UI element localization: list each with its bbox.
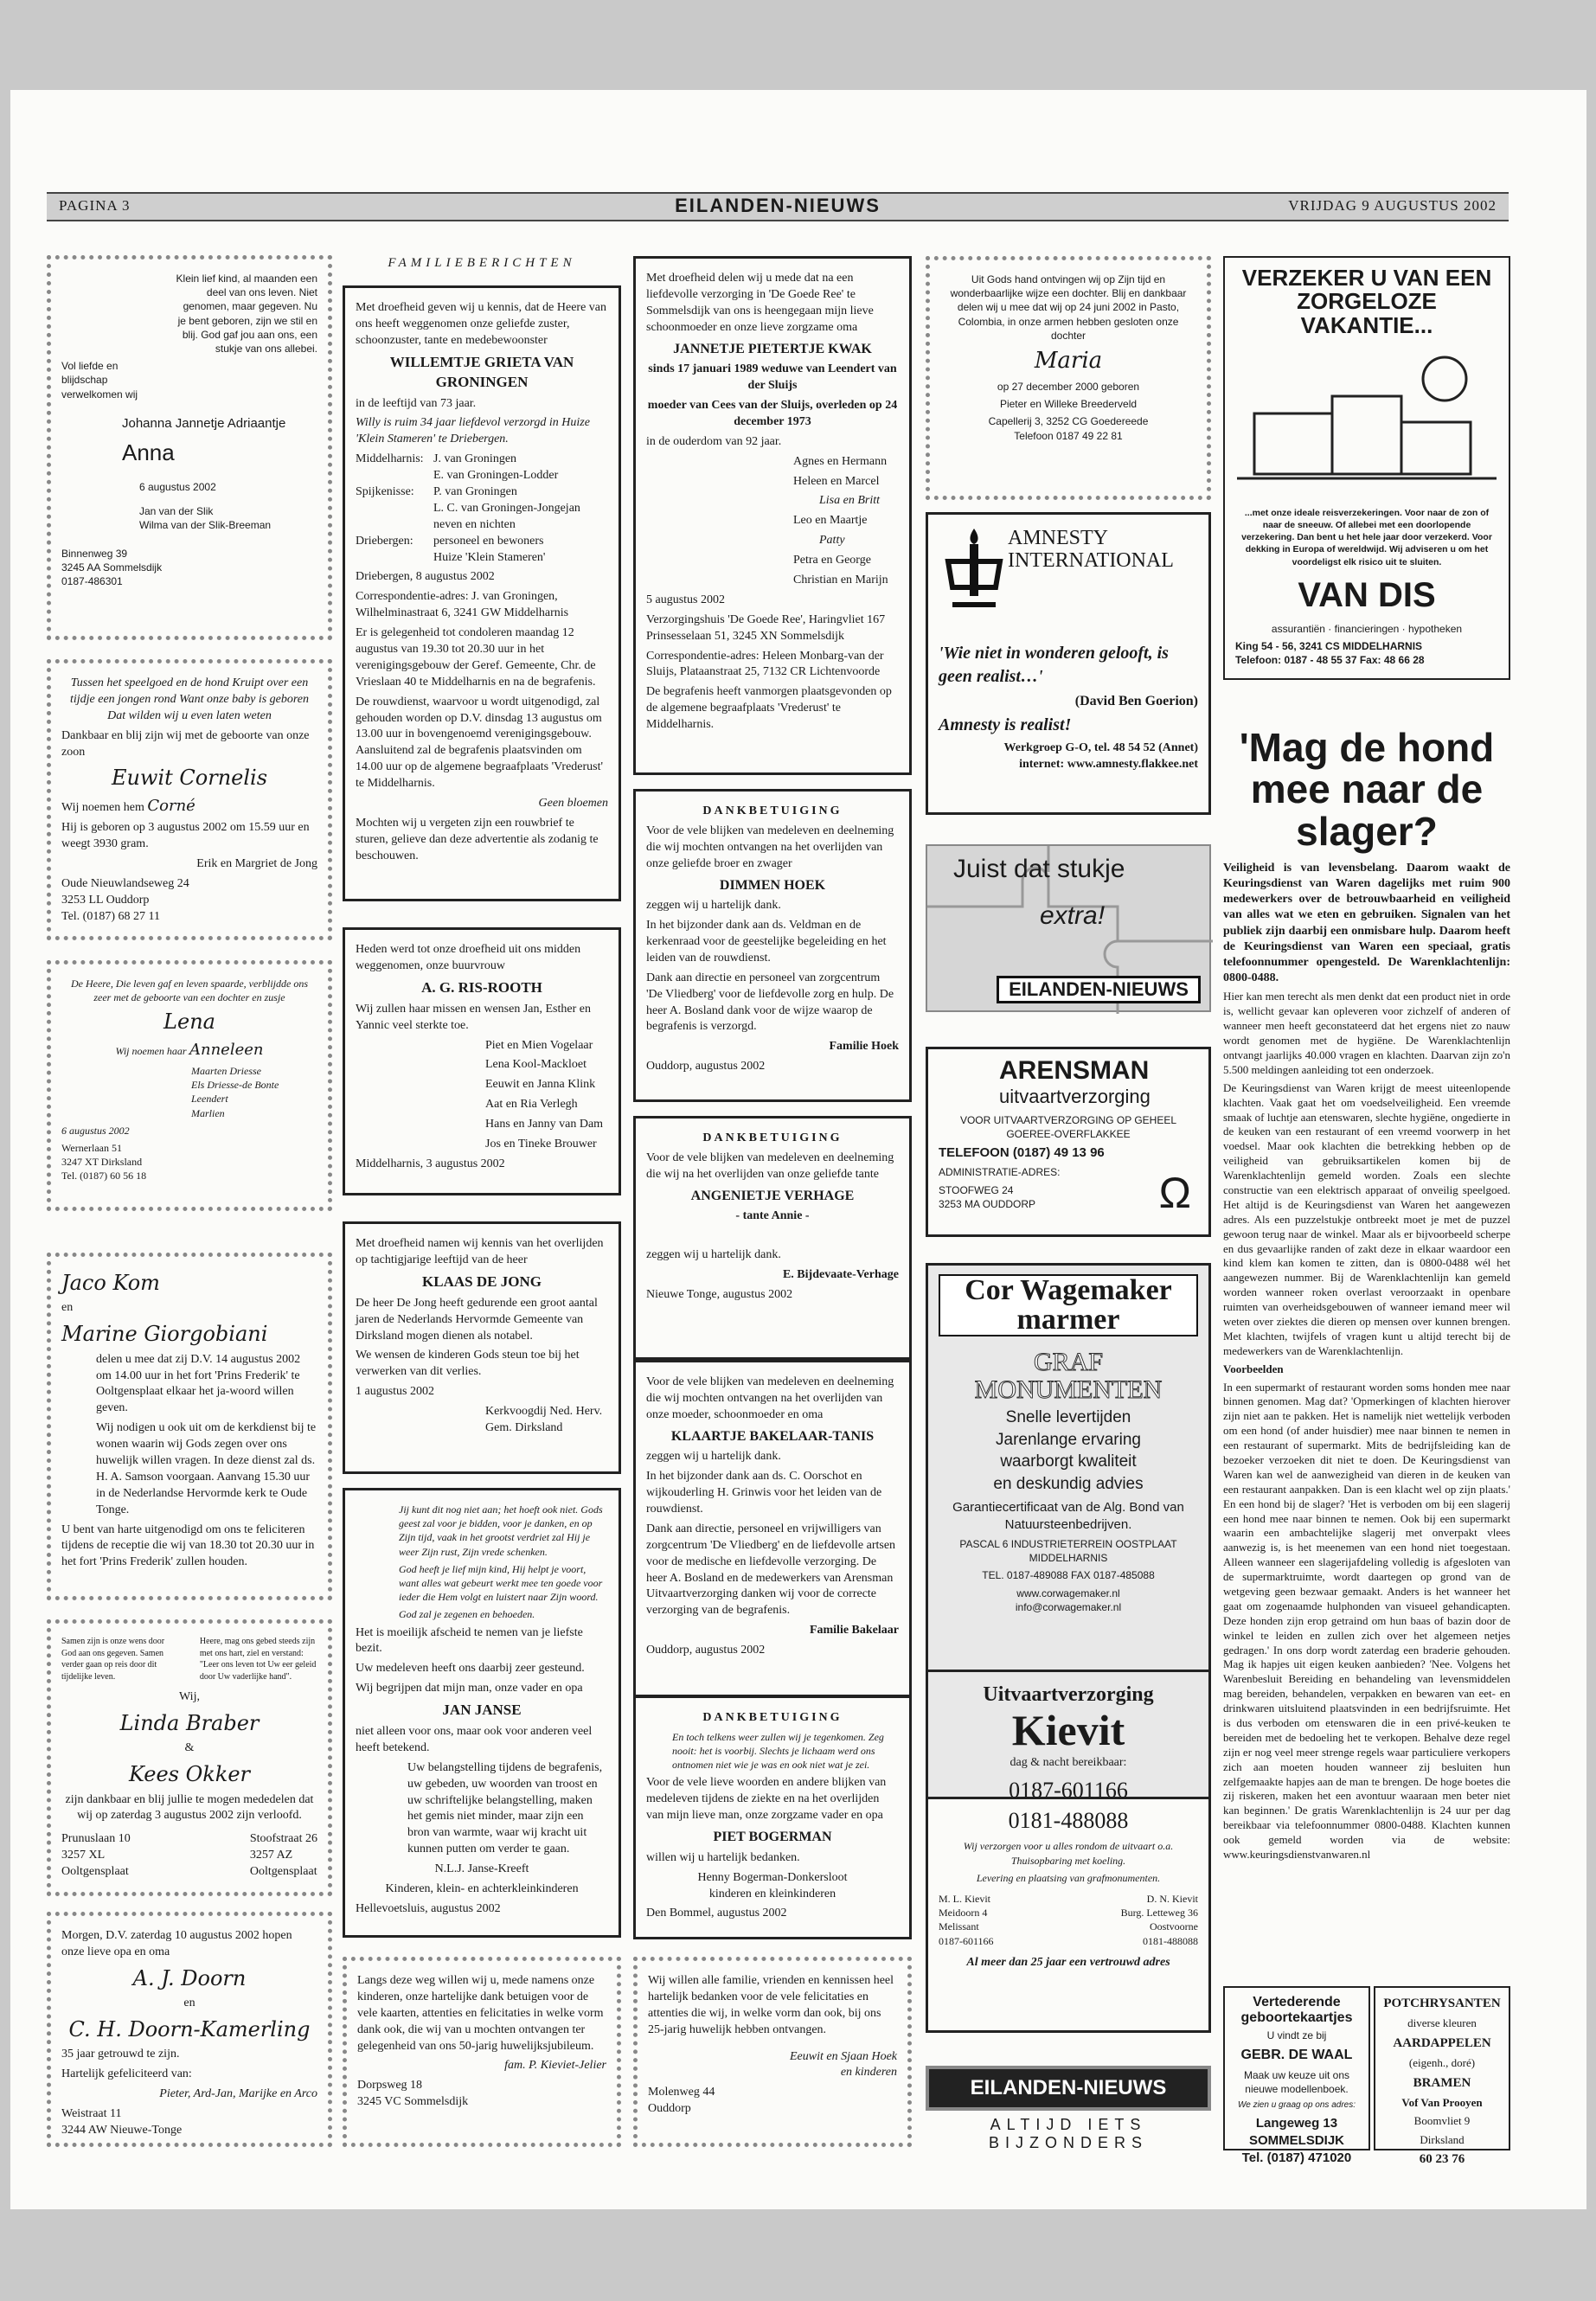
- anniversary-notice-doorn: [47, 1912, 332, 2147]
- kwak-relative: Agnes en Hermann: [793, 454, 888, 468]
- grieta-flowers: Geen bloemen: [538, 797, 608, 811]
- hoek2-text: Wij willen alle familie, vrienden en kennissen heel hartelijk bedanken voor de vele felicitaties en attenties die wij, in welke vorm dan ook, bij ons 25-jarig huwelijk hebben ontvangen.: [648, 1974, 894, 2036]
- candle-icon: [944, 527, 1004, 622]
- arensman-ad: [926, 1047, 1211, 1237]
- engagement-notice-linda: [47, 1619, 332, 1896]
- bogerman-title: DANKBETUIGING: [702, 1711, 843, 1724]
- ris-name: A. G. RIS-ROOTH: [421, 978, 542, 996]
- jaco-name: Jaco Kom: [61, 1271, 160, 1295]
- verhage-title: DANKBETUIGING: [702, 1131, 843, 1144]
- prooyen-t3: AARDAPPELEN: [1393, 2035, 1491, 2050]
- hoek-thanks: zeggen wij u hartelijk dank.: [646, 899, 781, 913]
- grieta-corr: Correspondentie-adres: J. van Groningen, Wilhelminastraat 6, 3241 GW Middelharnis: [356, 590, 569, 620]
- article-lead: Veiligheid is van levensbelang. Daarom waakt de Keuringsdienst van Waren dagelijks met ruim 900 medewerkers over de betrouwbaarheid en veiligheid van alles wat we eten en gebruiken. Signalen van het publiek zijn daarbij een onmisbare hulp. Daarom heeft de Keuringsdienst van Waren een speciaal, gratis telefoonnummer opengesteld. De Warenklachtenlijn: 0800-0488.: [1223, 861, 1510, 985]
- lena-parents: Maarten Driesse Els Driesse-de Bonte Leendert Marlien: [191, 1065, 279, 1119]
- doorn-name1: A. J. Doorn: [132, 1965, 247, 1990]
- maria-text: Uit Gods hand ontvingen wij op Zijn tijd en wonderbaarlijke wijze een dochter. Blij en dankbaar delen wij u mee dat wij op 24 juni 2002 in Pasto, Colombia, in onze armen hebben gesloten onze dochter: [950, 273, 1187, 342]
- janse-text1: Het is moeilijk afscheid te nemen van je liefste bezit.: [356, 1625, 583, 1656]
- grieta-age: in de leeftijd van 73 jaar.: [356, 396, 477, 410]
- family-names: P. van Groningen L. C. van Groningen-Jongejan neven en nichten: [433, 485, 580, 531]
- kwak-corr: Correspondentie-adres: Heleen Monbarg-van der Sluijs, Plataanstraat 25, 7132 CR Lichtenvoorde: [646, 649, 884, 679]
- lena-name: Lena: [163, 1009, 215, 1035]
- doorn-congr: Hartelijk gefeliciteerd van:: [61, 2067, 192, 2081]
- euwit-intro: Dankbaar en blij zijn wij met de geboorte van onze zoon: [61, 728, 310, 759]
- linda-name: Linda Braber: [119, 1710, 260, 1735]
- prooyen-t4: (eigenh., doré): [1408, 2056, 1476, 2070]
- janse-text5: Uw belangstelling tijdens de begrafenis, uw gebeden, uw woorden van troost en uw schriftelijke belangstelling, maken het gemis niet minder, maar zijn een bron van warmte, waar wij kracht uit kunnen putten om verder te gaan.: [407, 1760, 603, 1856]
- vandis-text: ...met onze ideale reisverzekeringen. Voor naar de zon of naar de sneeuw. Of allebei met een doorlopende verzekering. Dan bent u het hele jaar door verzekerd. Voor dekking in Europa of wereldwijd. Wij adviseren u om het voordeligst elk risico uit te sluiten.: [1241, 507, 1492, 567]
- wedding-notice-jaco: [47, 1253, 332, 1600]
- klaas-text2: We wensen de kinderen Gods steun toe bij het verwerken van dit verlies.: [356, 1349, 580, 1379]
- thanks-kievit: [343, 1957, 621, 2147]
- hoek-name: DIMMEN HOEK: [719, 877, 826, 893]
- maria-parents: Pieter en Willeke Breederveld: [999, 398, 1138, 411]
- ris-neighbour: Hans en Janny van Dam: [485, 1118, 604, 1131]
- ris-neighbour: Piet en Mien Vogelaar: [485, 1038, 593, 1052]
- kievit-ad: [926, 1670, 1211, 2033]
- graf-guarantee: Garantiecertificaat van de Alg. Bond van Natuursteenbedrijven.: [952, 1499, 1184, 1532]
- grieta-name: WILLEMTJE GRIETA VAN GRONINGEN: [389, 353, 574, 390]
- euwit-parents: Erik en Margriet de Jong: [196, 856, 317, 870]
- lena-called: Wij noemen haar: [115, 1044, 187, 1057]
- verhage-sign: E. Bijdevaate-Verhage: [782, 1268, 899, 1282]
- tanis-name: KLAARTJE BAKELAAR-TANIS: [670, 1428, 875, 1444]
- klaas-intro: Met droefheid namen wij kennis van het overlijden op tachtigjarige leeftijd van de heer: [356, 1237, 604, 1266]
- vandis-name: VAN DIS: [1298, 575, 1436, 614]
- kwak-relative: Leo en Maartje: [793, 514, 868, 528]
- graf-text: Snelle levertijden Jarenlange ervaring waarborgt kwaliteit en deskundig advies: [993, 1408, 1144, 1493]
- bogerman-sign: Henny Bogerman-Donkersloot kinderen en kleinkinderen: [697, 1870, 848, 1900]
- hoek-text1: In het bijzonder dank aan ds. Veldman en de kerkenraad voor de geestelijke begeleiding en het leiden van de rouwdienst.: [646, 919, 887, 965]
- eilanden-nieuws-ad: [926, 2066, 1211, 2151]
- dewaal-title: Vertederende geboortekaartjes: [1240, 1995, 1353, 2025]
- arensman-addr-label: ADMINISTRATIE-ADRES:: [939, 1166, 1061, 1179]
- article-p2: De Keuringsdienst van Waren krijgt de meest uiteenlopende klachten. Vaak gaat het om voedselveiligheid. Een vreemde smaak of luchtje aan etenswaren, slechte hygiëne, ongedierte in de keuken van een restaurant of een vreemd voorwerp in het voedsel. Maar ook klachten die betrekking hebben op de veiligheid van gebruiksartikelen komen bij de Warenklachtenlijn gemeld worden. Zoals een slechte constructie van een elektrisch apparaat of onveilig speelgoed. Het altijd is de Keuringsdienst van Waren het aangewezen adres. Als een puzzelstukje ontbreekt moet je met de puzzel gewoon terug naar de winkel. Maar als er bijvoorbeeld scherpe en dus gevaarlijke randen of zakt deze in elkaar waardoor een kind klem kan komen te zitten, dan is 0800-0488 wél het aangewezen nummer. Bij de Warenklachtenlijn kan gemeld worden wanneer roken overlast veroorzaakt in openbare ruimten van overheidsgebouwen of wanneer iemand meer wil weten over ziektes die dieren op mensen over kunnen brengen. Met klachten, twijfels of vragen kunt u altijd terecht bij de medewerkers van de Warenklachtenlijn.: [1223, 1080, 1510, 1357]
- hoek-sign: Familie Hoek: [829, 1040, 899, 1054]
- omega-icon: Ω: [1158, 1168, 1191, 1217]
- anna-born: 6 augustus 2002: [139, 481, 216, 494]
- page-number: PAGINA 3: [59, 197, 131, 214]
- linda-verse-left: Samen zijn is onze wens door God aan ons gegeven. Samen verder gaan op reis door dit tijdelijke leven.: [61, 1637, 165, 1682]
- kwak-sub2: moeder van Cees van der Sluijs, overleden op 24 december 1973: [647, 398, 898, 428]
- kwak-sub1: sinds 17 januari 1989 weduwe van Leendert van der Sluijs: [648, 362, 897, 393]
- ris-neighbour: Lena Kool-Mackloet: [485, 1058, 587, 1072]
- amnesty-brand: AMNESTY INTERNATIONAL: [1008, 527, 1174, 573]
- kwak-relative: Lisa en Britt: [819, 494, 881, 508]
- grieta-text1: Er is gelegenheid tot condoleren maandag 12 augustus van 19.30 tot 20.30 uur in het verenigingsgebouw der Geref. Gemeente, Chr. de Vrieslaan 40 te Middelharnis en na de begrafenis.: [356, 626, 596, 689]
- anna-parents: Jan van der Slik Wilma van der Slik-Breeman: [139, 505, 272, 532]
- kees-name: Kees Okker: [128, 1762, 251, 1787]
- bogerman-name: PIET BOGERMAN: [713, 1830, 832, 1845]
- vandis-sub: assurantiën · financieringen · hypotheken: [1271, 622, 1463, 635]
- article-keuringsdienst: [1223, 727, 1510, 1960]
- kwak-place: Verzorgingshuis 'De Goede Ree', Haringvliet 167 Prinsesselaan 51, 3245 XN Sommelsdijk: [646, 612, 886, 643]
- kievit-address-right: D. N. Kievit Burg. Letteweg 36 Oostvoorne 0181-488088: [1120, 1893, 1198, 1947]
- eilanden-nieuws-puzzle-ad: [926, 844, 1211, 1012]
- janse-sign: N.L.J. Janse-Kreeft: [434, 1862, 529, 1876]
- de-waal-ad: [1223, 1986, 1370, 2166]
- family-place: Spijkenisse:: [356, 485, 414, 498]
- kwak-relative: Patty: [819, 534, 845, 548]
- janse-name: JAN JANSE: [442, 1702, 522, 1719]
- puzzle-brand: EILANDEN-NIEUWS: [997, 976, 1201, 1003]
- prooyen-street: Boomvliet 9: [1413, 2114, 1471, 2128]
- tanis-sign: Familie Bakelaar: [809, 1624, 899, 1638]
- wagemaker-name: [939, 1274, 1198, 1336]
- ris-date: Middelharnis, 3 augustus 2002: [356, 1157, 505, 1170]
- tanis-intro: Voor de vele blijken van medeleven en deelneming die wij mochten ontvangen na het overlijden van onze moeder, schoonmoeder en oma: [646, 1375, 894, 1421]
- tanis-thanks: zeggen wij u hartelijk dank.: [646, 1450, 781, 1464]
- graf-address: PASCAL 6 INDUSTRIETERREIN OOSTPLAAT MIDDELHARNIS: [959, 1538, 1177, 1565]
- luggage-illustration-icon: [1237, 344, 1497, 500]
- klaas-date: 1 augustus 2002: [356, 1385, 434, 1399]
- doorn-from: Pieter, Ard-Jan, Marijke en Arco: [159, 2087, 317, 2101]
- family-names: J. van Groningen E. van Groningen-Lodder: [433, 452, 559, 483]
- grieta-text2: De rouwdienst, waarvoor u wordt uitgenodigd, zal gehouden worden op D.V. dinsdag 13 augustus om 13.00 uur in bovengenoemd verenigingsgebouw. Aansluitend zal de begrafenis plaatsvinden om 14.00 uur op de algemene begraafplaats 'Vrederust' te Middelharnis.: [356, 695, 604, 791]
- wagemaker-name-text: Cor Wagemaker: [965, 1274, 1172, 1306]
- linda-address: Prunuslaan 10 3257 XL Ooltgensplaat: [61, 1832, 131, 1879]
- kievit-text2: Levering en plaatsing van grafmonumenten.: [976, 1871, 1161, 1884]
- thanks-verhage: [633, 1116, 912, 1360]
- doorn-years: 35 jaar getrouwd te zijn.: [61, 2048, 180, 2061]
- euwit-born: Hij is geboren op 3 augustus 2002 om 15.59 uur en weegt 3930 gram.: [61, 821, 310, 851]
- prooyen-t5: BRAMEN: [1413, 2075, 1471, 2090]
- ris-neighbour: Eeuwit en Janna Klink: [485, 1078, 596, 1092]
- dewaal-street: Langeweg 13: [1255, 2115, 1338, 2131]
- puzzle-line2: extra!: [1040, 901, 1106, 930]
- ris-neighbour: Aat en Ria Verlegh: [485, 1098, 578, 1112]
- puzzle-line1: Juist dat stukje: [953, 855, 1125, 883]
- lena-intro: De Heere, Die leven gaf en leven spaarde, verblijdde ons zeer met de geboorte van een dochter en zusje: [70, 977, 308, 1004]
- kieviet-text: Langs deze weg willen wij u, mede namens onze kinderen, onze hartelijke dank betuigen voor de vele kaarten, attenties en felicitaties in welke vorm dank ook, die wij van u mochten ontvangen ter gelegenheid van ons 50-jarig huwelijksjubileum.: [357, 1974, 604, 2053]
- obituary-ris: [343, 927, 621, 1195]
- kievit-text1: Wij verzorgen voor u alles rondom de uitvaart o.a. Thuisopbaring met koeling.: [963, 1840, 1174, 1867]
- kievit-phone1: 0187-601166: [1009, 1778, 1128, 1804]
- amnesty-author: (David Ben Goerion): [1074, 693, 1198, 708]
- doorn-en: en: [183, 1997, 195, 2010]
- kwak-text: De begrafenis heeft vanmorgen plaatsgevonden op de algemene begraafplaats 'Vrederust' te Middelharnis.: [646, 685, 892, 732]
- euwit-called: Wij noemen hem: [61, 800, 144, 814]
- article-p3: In een supermarkt of restaurant worden soms honden mee naar binnen genomen. Mag dat? 'Opmerkingen of klachten hierover zijn niet aan te pakken. Het is namelijk niet wettelijk verboden om een hond (of ander huisdier) mee naar binnen te nemen in een restaurant of supermarkt. Mits de bedrijfsleiding kan de bezoeker verzoeken dit niet te doen. De Keuringsdienst van Waren kan wel de aanwezigheid van dieren in de keuken van een restaurant aanpakken. Dan is een klacht wel op zijn plaats.' En een hond bij de slager? 'Het is verboden om bij een slagerij een hond mee naar binnen te nemen. Ook bij een supermarkt waarin een ambachtelijke slagerij met onverpakt vlees aanwezig is, is het meenemen van een hond niet toegestaan. Alleen wanneer een slagerijafdeling volledig is afgesloten van de supermarktruimte, wordt daartegen op grond van de wetgeving geen bezwaar gemaakt. Anders is het wanneer het gaat om zogenaamde hulphonden van visueel gehandicapten. Deze honden zijn erop getraind om hun baas of bazin door de winkel te leiden en zullen zich over het algemeen netjes gedragen.' In ons dorp wordt zaterdag een braderie gehouden. Mag ik hapjes uit eigen keuken aanbieden? 'Nee. Volgens het Warenbesluit Bereiding en behandeling van levensmiddelen mag bereiden, behandelen, verpakken en bewaren van eet- en drinkwaren uitsluitend plaatsvinden in een bedrijfsruimte. Het is dus verboden om etenswaren die in een privé-keuken te bereiden met de bedoeling het te verkopen. Behalve deze regel zijn er nog veel meer strenge regels waar particuliere verkopers zich aan moeten houden wanneer zij besluiten hun zelfgemaakte hapjes aan de man te brengen. De hoge boetes die zij riskeren, maken het een avontuur waaraan men beter niet kan beginnen.' De gratis Warenklachtenlijn is 24 uur per dag bereikbaar via telefoonnummer 0800-0488. Klachten kunnen ook gemeld worden via de website: www.keuringsdienstvanwaren.nl: [1223, 1380, 1510, 1862]
- en-slogan: ALTIJD IETS BIJZONDERS: [988, 2116, 1148, 2151]
- lena-nick: Anneleen: [189, 1040, 264, 1059]
- hoek-title: DANKBETUIGING: [702, 804, 843, 817]
- jaco-text2: Wij nodigen u ook uit om de kerkdienst bij te wonen waarin wij Gods zegen over ons huwelijk willen vragen. In deze dienst zal ds. H. A. Samson voorgaan. Aanvang 15.30 uur in de Nederlandse Hervormde kerk te Oude Tonge.: [96, 1421, 317, 1516]
- amnesty-slogan: Amnesty is realist!: [939, 715, 1072, 735]
- klaas-sign: Kerkvoogdij Ned. Herv. Gem. Dirksland: [485, 1405, 603, 1434]
- kwak-relative: Heleen en Marcel: [793, 474, 880, 488]
- janse-poem1: Jij kunt dit nog niet aan; het hoeft ook niet. Gods geest zal voor je bidden, voor je danken, en op Zijn tijd, vaak in het grootst verdriet zal Hij je weer Zijn rust, Zijn vrede schenken.: [399, 1503, 603, 1558]
- amnesty-ad: [926, 512, 1211, 815]
- prooyen-t2: diverse kleuren: [1407, 2016, 1477, 2030]
- arensman-name: ARENSMAN: [999, 1056, 1150, 1085]
- linda-verse-right: Heere, mag ons gebed steeds zijn met ons hart, ziel en verstand: "Leer ons leven tot Uw eer geleid door Uw vaderlijke hand".: [199, 1637, 317, 1682]
- kwak-intro: Met droefheid delen wij u mede dat na een liefdevolle verzorging in 'De Goede Ree' te Sommelsdijk van ons is heengegaan mijn lieve schoonmoeder en onze lieve zorgzame oma: [646, 272, 874, 334]
- janse-kids: Kinderen, klein- en achterkleinkinderen: [385, 1882, 579, 1896]
- thanks-hoek: [633, 789, 912, 1102]
- dewaal-invite: We zien u graag op ons adres:: [1237, 2100, 1356, 2111]
- kievit-address-left: M. L. Kievit Meidoorn 4 Melissant 0187-601166: [939, 1893, 994, 1947]
- vandis-headline: VERZEKER U VAN EEN ZORGELOZE VAKANTIE...: [1241, 265, 1492, 338]
- prooyen-t1: POTCHRYSANTEN: [1383, 1997, 1501, 2010]
- kwak-name: JANNETJE PIETERTJE KWAK: [673, 341, 872, 356]
- doorn-name2: C. H. Doorn-Kamerling: [68, 2017, 311, 2042]
- article-headline: 'Mag de hond mee naar de slager?: [1239, 725, 1495, 854]
- euwit-name: Euwit Cornelis: [111, 766, 268, 791]
- hoek2-sign: Eeuwit en Sjaan Hoek en kinderen: [789, 2049, 897, 2080]
- linda-we: Wij,: [179, 1690, 200, 1703]
- anna-name: Anna: [122, 439, 175, 465]
- bogerman-date: Den Bommel, augustus 2002: [646, 1907, 787, 1920]
- bogerman-intro: Voor de vele lieve woorden en andere blijken van medeleven tijdens de ziekte en na het overlijden van mijn lieve man, onze zorgzame vader en opa: [646, 1776, 887, 1823]
- lena-address: Wernerlaan 51 3247 XT Dirksland Tel. (0187) 60 56 18: [61, 1142, 147, 1183]
- janse-text2: Uw medeleven heeft ons daarbij zeer gesteund.: [356, 1662, 585, 1676]
- article-subheading: Voorbeelden: [1223, 1362, 1284, 1375]
- klaas-name: KLAAS DE JONG: [422, 1272, 542, 1290]
- thanks-bogerman: [633, 1695, 912, 1939]
- family-place: Driebergen:: [356, 534, 413, 548]
- birth-notice-euwit: [47, 659, 332, 940]
- linda-amp: &: [184, 1741, 195, 1755]
- section-title: FAMILIEBERICHTEN: [388, 256, 576, 270]
- janse-poem3: God zal je zegenen en behoeden.: [399, 1608, 535, 1621]
- hoek2-address: Molenweg 44 Ouddorp: [648, 2086, 715, 2116]
- arensman-sub: uitvaartverzorging: [999, 1086, 1151, 1107]
- vandis-address: King 54 - 56, 3241 CS MIDDELHARNIS Telefoon: 0187 - 48 55 37 Fax: 48 66 28: [1235, 639, 1425, 667]
- verhage-intro: Voor de vele blijken van medeleven en deelneming die wij na het overlijden van onze geliefde tante: [646, 1150, 894, 1181]
- doorn-address: Weistraat 11 3244 AW Nieuwe-Tonge: [61, 2107, 183, 2138]
- prooyen-phone: 60 23 76: [1419, 2152, 1465, 2167]
- kievit-reach: dag & nacht bereikbaar:: [1010, 1756, 1127, 1770]
- anna-address: Binnenweg 39 3245 AA Sommelsdijk 0187-486301: [61, 547, 163, 587]
- lena-date: 6 augustus 2002: [61, 1124, 130, 1137]
- bogerman-thanks: willen wij u hartelijk bedanken.: [646, 1850, 800, 1864]
- kwak-relative: Christian en Marijn: [793, 573, 888, 586]
- anna-intro: Vol liefde en blijdschap verwelkomen wij: [61, 360, 138, 401]
- tanis-text1: In het bijzonder dank aan ds. C. Oorschot en wijkouderling H. Grinwis voor het leiden van de rouwdienst.: [646, 1470, 882, 1516]
- kwak-date: 5 augustus 2002: [646, 593, 725, 606]
- anna-fullname: Johanna Jannetje Adriaantje: [122, 415, 286, 431]
- graf-web: www.corwagemaker.nl info@corwagemaker.nl: [1015, 1586, 1122, 1613]
- dewaal-place: SOMMELSDIJK: [1248, 2133, 1344, 2149]
- family-names: personeel en bewoners Huize 'Klein Stameren': [433, 534, 546, 564]
- jaco-en: en: [61, 1301, 74, 1315]
- dewaal-by: U vindt ze bij: [1266, 2029, 1327, 2042]
- wagemaker-sub: marmer: [1016, 1304, 1120, 1336]
- ris-intro: Heden werd tot onze droefheid uit ons midden weggenomen, onze buurvrouw: [356, 943, 581, 972]
- issue-date: VRIJDAG 9 AUGUSTUS 2002: [1288, 197, 1497, 214]
- prooyen-name: Vof Van Prooyen: [1401, 2095, 1483, 2109]
- bogerman-poem: En toch telkens weer zullen wij je tegenkomen. Zeg nooit: het is voorbij. Slechts je lichaam werd ons ontnomen niet wie je was en ook niet wat je zei.: [672, 1730, 884, 1772]
- hoek-date: Ouddorp, augustus 2002: [646, 1060, 766, 1074]
- adoption-notice-maria: [926, 256, 1211, 500]
- prooyen-place: Dirksland: [1420, 2132, 1465, 2146]
- janse-text4: niet alleen voor ons, maar ook voor anderen veel heeft betekend.: [356, 1725, 593, 1754]
- hoek-intro: Voor de vele blijken van medeleven en deelneming die wij mochten ontvangen na het overlijden van onze geliefde broer en zwager: [646, 824, 894, 870]
- obituary-kwak: [633, 256, 912, 775]
- page-header: [47, 192, 1509, 221]
- euwit-address: Oude Nieuwlandseweg 24 3253 LL Ouddorp Tel. (0187) 68 27 11: [61, 876, 189, 923]
- graf-phone: TEL. 0187-489088 FAX 0187-485088: [982, 1569, 1155, 1582]
- family-place: Middelharnis:: [356, 452, 424, 466]
- jaco-text1: delen u mee dat zij D.V. 14 augustus 2002 om 14.00 uur in het fort 'Prins Frederik' te Ooltgensplaat elkaar het ja-woord willen geven.: [96, 1352, 301, 1415]
- kwak-relative: Petra en George: [793, 554, 871, 567]
- hoek-text2: Dank aan directie en personeel van zorgcentrum 'De Vliedberg' voor de liefdevolle zorg en hulp. De heer A. Bosland dank voor de wijze waarop de begrafenis is verzorgd.: [646, 971, 894, 1034]
- arensman-address: STOOFWEG 24 3253 MA OUDDORP: [939, 1183, 1036, 1210]
- doorn-text: Morgen, D.V. zaterdag 10 augustus 2002 hopen onze lieve opa en oma: [61, 1929, 292, 1958]
- verhage-date: Nieuwe Tonge, augustus 2002: [646, 1287, 793, 1301]
- ris-neighbour: Jos en Tineke Brouwer: [485, 1137, 597, 1150]
- van-prooyen-ad: [1374, 1986, 1510, 2167]
- arensman-desc: VOOR UITVAARTVERZORGING OP GEHEEL GOEREE-OVERFLAKKEE: [959, 1113, 1177, 1140]
- euwit-nick: Corné: [147, 796, 195, 815]
- graf-title: GRAF MONUMENTEN: [974, 1348, 1163, 1404]
- janse-date: Hellevoetsluis, augustus 2002: [356, 1901, 501, 1915]
- dewaal-name: GEBR. DE WAAL: [1240, 2048, 1353, 2063]
- article-p1: Hier kan men terecht als men denkt dat een product niet in orde is, wellicht gevaar kan opleveren voor zichzelf of anderen of wanneer men heeft geconstateerd dat het ergens niet zo nauw wordt genomen met de hygiëne. De Warenklachtenlijn ontvangt jaarlijks 40.000 vragen en klachten. Daarvan zijn zo'n 5.500 meldingen aanleiding tot een onderzoek.: [1223, 990, 1510, 1076]
- grieta-text3: Mochten wij u vergeten zijn een rouwbrief te sturen, gelieve dan deze advertentie als zodanig te beschouwen.: [356, 816, 599, 862]
- anna-poem: Klein lief kind, al maanden een deel van ons leven. Niet genomen, maar gegeven. Nu je bent geboren, zijn we stil en blij. God gaf jou aan ons, een stukje van ons allebei.: [176, 272, 317, 355]
- klaas-text1: De heer De Jong heeft gedurende een groot aantal jaren de Nederlands Hervormde Gemeente van Dirksland mogen dienen als notabel.: [356, 1296, 598, 1343]
- grieta-intro: Met droefheid geven wij u kennis, dat de Heere van ons heeft weggenomen onze geliefde zuster, schoonzuster, tante en medebewoonster: [356, 301, 607, 347]
- kwak-age: in de ouderdom van 92 jaar.: [646, 434, 782, 448]
- grieta-date: Driebergen, 8 augustus 2002: [356, 570, 495, 584]
- thanks-hoek-anniversary: [633, 1957, 912, 2147]
- maria-address: Capellerij 3, 3252 CG Goedereede Telefoon 0187 49 22 81: [988, 415, 1149, 442]
- maria-name: Maria: [1034, 347, 1103, 374]
- dewaal-phone: Tel. (0187) 471020: [1241, 2150, 1352, 2166]
- birth-notice-lena: [47, 960, 332, 1211]
- kievit-phone2: 0181-488088: [1008, 1808, 1129, 1834]
- verhage-thanks: zeggen wij u hartelijk dank.: [646, 1248, 781, 1262]
- kievit-slogan: Al meer dan 25 jaar een vertrouwd adres: [966, 1955, 1170, 1969]
- obituary-klaas: [343, 1221, 621, 1474]
- jaco-text3: U bent van harte uitgenodigd om ons te feliciteren tijdens de receptie die wij van 18.30 tot 20.30 uur in het fort 'Prins Frederik' zullen houden.: [61, 1522, 315, 1569]
- linda-text: zijn dankbaar en blij jullie te mogen mededelen dat wij op zaterdag 3 augustus 2002 zijn verloofd.: [65, 1792, 314, 1823]
- grieta-quote: Willy is ruim 34 jaar liefdevol verzorgd in Huize 'Klein Stameren' te Driebergen.: [356, 416, 590, 446]
- ris-text: Wij zullen haar missen en wensen Jan, Esther en Yannic veel sterkte toe.: [356, 1002, 591, 1032]
- tanis-date: Ouddorp, augustus 2002: [646, 1644, 766, 1657]
- kieviet-address: Dorpsweg 18 3245 VC Sommelsdijk: [357, 2079, 469, 2109]
- dewaal-text: Maak uw keuze uit ons nieuwe modellenboek.: [1243, 2068, 1350, 2096]
- tanis-text2: Dank aan directie, personeel en vrijwilligers van zorgcentrum 'De Vliedberg' en de liefdevolle artsen voor de medische en liefdevolle verzorging. De heer A. Bosland en de medewerkers van Arensman Uitvaartverzorging danken wij voor de correcte verzorging van de begrafenis.: [646, 1522, 896, 1618]
- kieviet-sign: fam. P. Kieviet-Jelier: [504, 2059, 606, 2073]
- amnesty-quote: 'Wie niet in wonderen gelooft, is geen realist…': [939, 643, 1169, 686]
- marine-name: Marine Giorgobiani: [61, 1322, 268, 1347]
- euwit-poem: Tussen het speelgoed en de hond Kruipt over een tijdje een jongen rond Want onze baby is geboren Dat wilden wij u even laten weten: [69, 676, 310, 722]
- amnesty-contact: Werkgroep G-O, tel. 48 54 52 (Annet) internet: www.amnesty.flakkee.net: [1003, 741, 1198, 772]
- verhage-nick: - tante Annie -: [735, 1209, 810, 1223]
- janse-text3: Wij begrijpen dat mijn man, onze vader en opa: [356, 1682, 583, 1695]
- birth-notice-anna: [47, 255, 332, 640]
- thanks-tanis: [633, 1360, 912, 1697]
- kievit-name: Kievit: [1011, 1706, 1125, 1755]
- maria-born: op 27 december 2000 geboren: [997, 381, 1140, 394]
- masthead: EILANDEN-NIEUWS: [675, 195, 881, 216]
- kees-address: Stoofstraat 26 3257 AZ Ooltgensplaat: [249, 1832, 317, 1879]
- obituary-grieta: [343, 285, 621, 901]
- van-dis-ad: [1223, 256, 1510, 680]
- kievit-title: Uitvaartverzorging: [983, 1683, 1154, 1706]
- arensman-phone: TELEFOON (0187) 49 13 96: [939, 1145, 1105, 1161]
- thanks-janse: [343, 1488, 621, 1938]
- verhage-name: ANGENIETJE VERHAGE: [690, 1188, 855, 1203]
- janse-poem2: God heeft je lief mijn kind, Hij helpt je voort, want alles wat gebeurt werkt mee ten goede voor ieder die Hem volgt en luistert naar Zijn woord.: [399, 1562, 603, 1604]
- en-brand: EILANDEN-NIEUWS: [926, 2066, 1211, 2111]
